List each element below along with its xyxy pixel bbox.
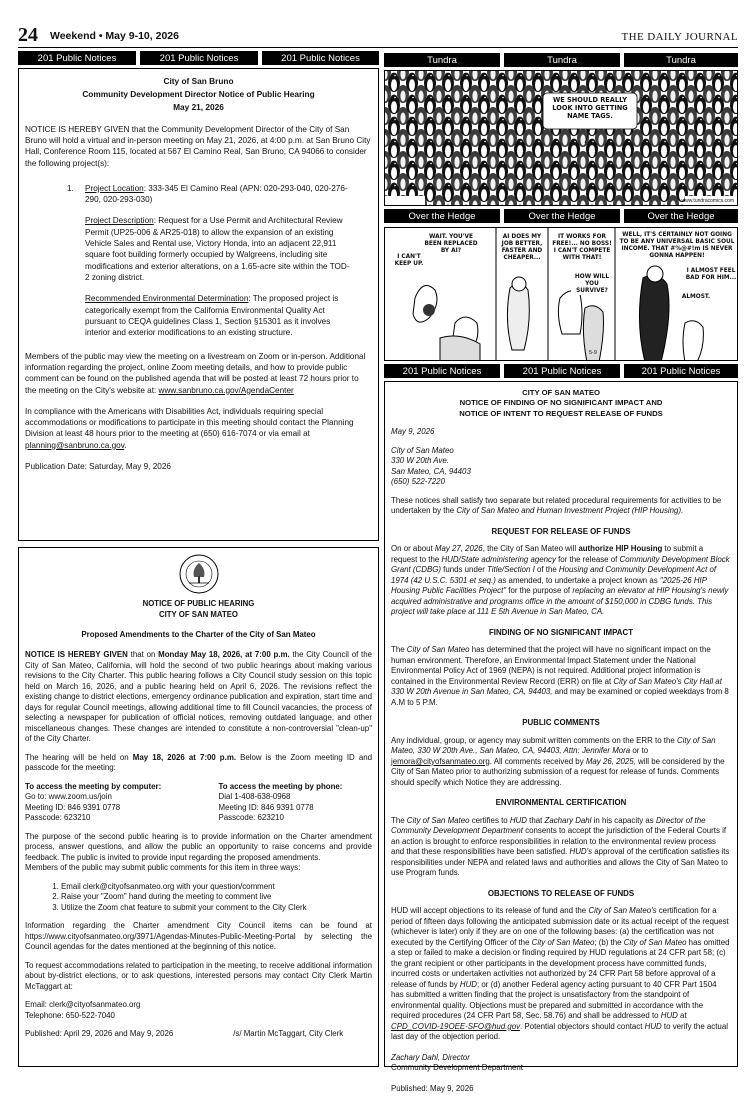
comic-bubble: I CAN'T KEEP UP.	[389, 254, 429, 268]
text: authorize HIP Housing	[578, 544, 663, 554]
members-text: Members of the public may view the meeting on a livestream on Zoom or in-person. Additional information regarding the project, online Zoom meeting details, and how to provide public comment can be found on the published agenda that will be posted at least 72 hours prior to the meeting on the City's website at:	[25, 351, 366, 395]
text: at	[677, 1011, 687, 1021]
comic-date: 5-9	[589, 350, 597, 356]
text: that on	[127, 650, 159, 660]
text: to submit a request to the	[391, 544, 704, 564]
signatory-department: Community Development Department	[391, 1063, 524, 1073]
fonsi-notice	[384, 381, 738, 1093]
section-label: 201 Public Notices	[262, 51, 379, 65]
project-location-text: : 333-345 El Camino Real (APN: 020-293-040, 020-276-290, 020-293-030)	[85, 183, 348, 205]
text: , will be considered by the City of San Mateo prior to authorizing submission of a request for release of funds. Comments should specify which Notice they are addressing.	[391, 756, 725, 787]
text: for the purpose of	[506, 586, 573, 596]
section-label: 201 Public Notices	[18, 51, 136, 65]
text: "2025-26 HIP Housing Public Facilities Project"	[391, 575, 707, 596]
text: May 26, 2025	[585, 756, 634, 766]
comic-bubble: HOW WILL YOU SURVIVE?	[571, 274, 613, 295]
text: On or about	[391, 544, 435, 554]
text: . All comments received by	[489, 756, 586, 766]
published-dates: Published: April 29, 2026 and May 9, 2026	[25, 1029, 174, 1039]
comic-bubble: WAIT. YOU'VE BEEN REPLACED BY AI?	[421, 234, 481, 255]
notice-title: City of San Bruno	[163, 76, 234, 86]
section-label: Over the Hedge	[624, 209, 738, 223]
text: ; or (d) another Federal agency acting pursuant to 40 CFR Part 1504 has submitted a written finding that the project is unsatisfactory from the standpoint of environmental quality. Objections must be prepared and submitted in accordance with the required procedures (24 CFR Part 58, Sec. 58.76) and shall be addressed to	[391, 979, 717, 1021]
comic-bubble: ALMOST.	[681, 294, 711, 300]
text: , the City of San Mateo will	[482, 544, 579, 554]
tundra-speech-bubble: WE SHOULD REALLY LOOK INTO GETTING NAME TAGS.	[545, 97, 635, 121]
text: City of San Mateo's City Hall at 330 W 20th Avenue in San Mateo, CA, 94403,	[391, 676, 722, 697]
text: the City Council of the City of San Mateo, California, will hold the second of two public hearings about making various revisions to the City Charter. This public hearing follows a City Council study session on this topic held on March 16, 2026, and a public hearing held on April 6, 2026. The revisions reflect the existing change to district elections, emergency ordinance publication and expiration, start time and days for regular Council meetings, allowing additional time to fill Council vacancies, the process of selecting a newspaper for publication of official notices, removing outdated language, and other miscellaneous changes. These changes are intended to constitute a non-controversial "clean-up" of the City Charter.	[25, 650, 373, 744]
text: that	[526, 815, 545, 825]
passcode: Passcode: 623210	[218, 813, 284, 823]
dial-number: Dial 1-408-638-0968	[218, 792, 291, 802]
section-label: Tundra	[624, 53, 738, 67]
text: consents to accept the jurisdiction of the Federal Courts if an action is brought to enforce responsibilities in relation to the environmental review process and that these responsibilities have been satisfied.	[391, 826, 727, 857]
list-item: 3. Utilize the Zoom chat feature to submit your comment to the City Clerk	[61, 903, 372, 914]
ada-end: .	[124, 440, 127, 450]
meeting-id: Meeting ID: 846 9391 0778	[218, 802, 314, 812]
section-label: 201 Public Notices	[140, 51, 258, 65]
project-description-text: : Request for a Use Permit and Architectural Review Permit (UP25-006 & AR25-018) to allow the expansion of an existing Vehicle Sales and Rental use, Victory Honda, into an adjacent 22,911 square foot building formerly occupied by Walgreens, including site modifications and exterior alterations, on a 1.65-acre site within the TOD-2 zoning district.	[85, 216, 350, 283]
over-the-hedge-comic	[384, 227, 738, 361]
section-heading: PUBLIC COMMENTS	[522, 718, 600, 728]
address-block	[391, 446, 731, 488]
tundra-url: www.tundracomics.com	[681, 198, 734, 204]
text: City of San Mateo	[623, 937, 687, 947]
section-label: Over the Hedge	[384, 209, 500, 223]
purpose-text: Members of the public may submit public comments for this item in three ways:	[25, 863, 301, 873]
published-date: Published: May 9, 2026	[391, 1083, 474, 1093]
purpose-text: The purpose of the second public hearing is to provide information on the Charter amendment process, answer questions, and allow the public an opportunity to raise concerns and provide feedback. The public is invited to provide input regarding the proposed amendments.	[25, 831, 372, 862]
contact-email: Email: clerk@cityofsanmateo.org	[25, 1000, 141, 1010]
text: HUD/State administering agency	[441, 554, 556, 564]
notice-date: May 9, 2026	[391, 427, 435, 437]
text: The	[391, 645, 407, 655]
text: HUD	[459, 979, 477, 989]
text: City of San Mateo, 330 W 20th Ave., San Mateo, CA, 94403, Attn: Jennifer Mora	[391, 735, 716, 756]
text: has determined that the project will have no significant impact on the human environment. Therefore, an Environmental Impact Statement under the National Environmental Policy Act of 1969 (NEPA) is not required. Additional project information is contained in the Environmental Review Record (ERR) on file at	[391, 645, 711, 686]
notice-title: CITY OF SAN MATEO	[522, 388, 600, 397]
tundra-comic	[384, 70, 738, 206]
passcode: Passcode: 623210	[25, 813, 91, 823]
address-line: City of San Mateo	[391, 445, 454, 455]
info-text: Information regarding the Charter amendment City Council items can be found at https://www.cityofsanmateo.org/3971/Agendas-Minutes-Public-Meeting-Portal by selecting the Council agendas for the dates mentioned at the beginning of this notice.	[25, 921, 372, 952]
text: City of San Mateo and Human Investment Project (HIP Housing).	[456, 506, 684, 516]
ada-text: In compliance with the Americans with Disabilities Act, individuals requiring special accommodations or modifications to participate in this meeting should contact the Planning Division at least 48 hours prior to the meeting at (650) 616-7074 or via email at	[25, 406, 354, 439]
text: HUD	[644, 1021, 662, 1031]
text: Director of the Community Development Department	[391, 815, 706, 836]
comic-bubble: WELL, IT'S CERTAINLY NOT GOING TO BE ANY UNIVERSAL BASIC SOUL INCOME. THAT #%@#!m IS NEVER GONNA HAPPEN!	[619, 232, 735, 259]
list-number: 1.	[67, 183, 74, 193]
notice-title: Community Development Director Notice of Public Hearing	[82, 88, 315, 99]
section-label: Tundra	[504, 53, 620, 67]
text: Zachary Dahl	[544, 815, 592, 825]
address-line: San Mateo, CA, 94403	[391, 466, 471, 476]
phone-access-heading: To access the meeting by phone:	[218, 781, 343, 791]
notice-intro: NOTICE IS HEREBY GIVEN that the Community Development Director of the City of San Bruno will hold a virtual and in-person meeting on May 21, 2026, at 4:00 p.m. at San Bruno City Hall, Conference Room 115, located at 567 El Camino Real, San Bruno, CA 94066 to consider the following project(s):	[25, 124, 371, 168]
text: replacing an elevator at HIP Housing's newly acquired administrative and programs office in the amount of $150,000 in CDBG funds. This project will take place at 111 E 5th Avenue in San Mateo, CA.	[391, 586, 729, 617]
text: in his capacity as	[591, 815, 656, 825]
text: of the	[534, 565, 559, 575]
notice-title: NOTICE OF INTENT TO REQUEST RELEASE OF FUNDS	[459, 408, 663, 418]
text: Any individual, group, or agency may submit written comments on the ERR to the	[391, 735, 677, 745]
text: to verify the actual last day of the objection period.	[391, 1021, 728, 1042]
signatory-name: Zachary Dahl, Director	[391, 1052, 470, 1062]
text: City of San Mateo's	[588, 906, 657, 916]
contact-phone: Telephone: 650-522-7040	[25, 1010, 115, 1020]
section-heading: FINDING OF NO SIGNIFICANT IMPACT	[488, 627, 634, 637]
section-heading: REQUEST FOR RELEASE OF FUNDS	[491, 526, 631, 536]
page-header	[18, 22, 738, 48]
text: Below is the Zoom meeting ID and passcode for the meeting:	[25, 752, 372, 773]
notice-title: NOTICE OF FINDING OF NO SIGNIFICANT IMPACT AND	[459, 398, 663, 408]
text: These notices shall satisfy two separate but related procedural requirements for activities to be undertaken by the	[391, 495, 722, 516]
hud-email-link[interactable]: CPD_COVID-19OEE-SFO@hud.gov	[391, 1021, 521, 1031]
san-bruno-notice	[18, 68, 379, 541]
text: as amended, to undertake a project known as	[495, 575, 660, 585]
text: City of San Mateo	[406, 645, 470, 655]
zoom-url: Go to: www.zoom.us/join	[25, 792, 112, 802]
section-label: 201 Public Notices	[504, 364, 620, 378]
notice-title: May 21, 2026	[173, 101, 224, 112]
project-description-label: Project Description	[85, 216, 154, 226]
text: Title/Section I	[487, 565, 535, 575]
penguin-crowd-illustration	[385, 71, 738, 206]
text: May 27, 2026	[434, 544, 483, 554]
comic-bubble: I ALMOST FEEL BAD FOR HIM...	[685, 268, 737, 281]
text: Community Development Block Grant (CDBG)	[391, 554, 730, 575]
text: for the release of	[555, 554, 620, 564]
text: Housing and Community Development Act of 1974 (42 U.S.C. 5301 et seq.)	[391, 565, 717, 585]
city-seal-icon	[179, 554, 219, 594]
comment-methods-list	[25, 882, 372, 914]
project-location-label: Project Location	[85, 183, 144, 193]
environmental-label: Recommended Environmental Determination	[85, 294, 249, 304]
address-line: 330 W 20th Ave.	[391, 456, 449, 466]
hearing-date: May 18, 2026 at 7:00 p.m.	[132, 752, 237, 762]
text: has omitted a step or failed to make a decision or finding required by HUD regulations at 24 CFR part 58; (c) the grant recipient or other participants in the development process have committed funds, incurred costs or undertaken activities not authorized by 24 CFR Part 58 before approval of a release of funds by	[391, 937, 730, 989]
section-label: Tundra	[384, 53, 500, 67]
section-label: 201 Public Notices	[384, 364, 500, 378]
text: HUD will accept objections to its release of fund and the	[391, 906, 589, 916]
list-item: 2. Raise your "Zoom" hand during the meeting to comment live	[61, 892, 372, 903]
agenda-link[interactable]: www.sanbruno.ca.gov/AgendaCenter	[158, 385, 294, 395]
text: City of San Mateo	[406, 815, 470, 825]
edition-date: Weekend • May 9-10, 2026	[50, 30, 179, 42]
comment-email-link[interactable]: jemora@cityofsanmateo.org	[391, 756, 490, 766]
text: . Potential objectors should contact	[520, 1021, 645, 1031]
text: The	[391, 815, 407, 825]
notice-title: NOTICE OF PUBLIC HEARING	[142, 599, 255, 608]
publication-date: Publication Date: Saturday, May 9, 2026	[25, 462, 171, 472]
section-heading: ENVIRONMENTAL CERTIFICATION	[495, 798, 627, 808]
text: or to	[630, 746, 649, 756]
list-item: 1. Email clerk@cityofsanmateo.org with your question/comment	[61, 882, 372, 893]
text: and may be examined or copied weekdays from 8 A.M to 5 P.M.	[391, 687, 729, 707]
text: approval of the certification satisfies its responsibilities under NEPA and related laws and authorities and allows the City of San Mateo to use Program funds.	[391, 847, 730, 878]
section-label: Over the Hedge	[504, 209, 620, 223]
text: HUD	[660, 1011, 678, 1021]
meeting-id: Meeting ID: 846 9391 0778	[25, 802, 121, 812]
text: HUD's	[569, 847, 593, 857]
comic-bubble: AI DOES MY JOB BETTER, FASTER AND CHEAPER...	[499, 234, 545, 262]
computer-access-heading: To access the meeting by computer:	[25, 781, 162, 791]
section-heading: OBJECTIONS TO RELEASE OF FUNDS	[487, 888, 635, 898]
hearing-date: Monday May 18, 2026, at 7:00 p.m.	[158, 650, 290, 660]
environmental-text: : The proposed project is categorically exempt from the California Environmental Quality Act pursuant to CEQA guidelines Class 1, Section §15301 as it involves interior and exterior modifications to an existing structure.	[85, 294, 339, 338]
notice-subtitle: Proposed Amendments to the Charter of the City of San Mateo	[81, 629, 316, 639]
signature: /s/ Martin McTaggart, City Clerk	[233, 1029, 344, 1039]
section-label: 201 Public Notices	[624, 364, 738, 378]
text: certification for a period of fifteen days following the anticipated submission date or its actual receipt of the request (whichever is later) only if they are on one of the following bases: (a) the certification was not executed by the Certifying Officer of the	[391, 906, 729, 947]
notice-title: CITY OF SAN MATEO	[159, 610, 238, 620]
san-mateo-hearing-notice	[18, 547, 379, 1067]
meeting-access-info	[25, 782, 372, 824]
page-number: 24	[18, 24, 38, 46]
bold-lead: NOTICE IS HEREBY GIVEN	[25, 650, 128, 660]
planning-email-link[interactable]: planning@sanbruno.ca.gov	[25, 440, 125, 450]
text: funds under	[440, 565, 488, 575]
masthead: THE DAILY JOURNAL	[621, 31, 738, 43]
comic-bubble: IT WORKS FOR FREE!... NO BOSS! I CAN'T COMPETE WITH THAT!	[552, 234, 612, 261]
text: ; (b) the	[594, 937, 624, 947]
accommodations-text: To request accommodations related to participation in the meeting, to receive additional information about by-district elections, or to ask questions, interested persons may contact City Clerk Martin McTaggart at:	[25, 960, 372, 991]
text: City of San Mateo	[531, 937, 595, 947]
text: certifies to	[469, 815, 510, 825]
text: HUD	[509, 815, 527, 825]
address-line: (650) 522-7220	[391, 477, 445, 487]
text: The hearing will be held on	[25, 752, 133, 762]
